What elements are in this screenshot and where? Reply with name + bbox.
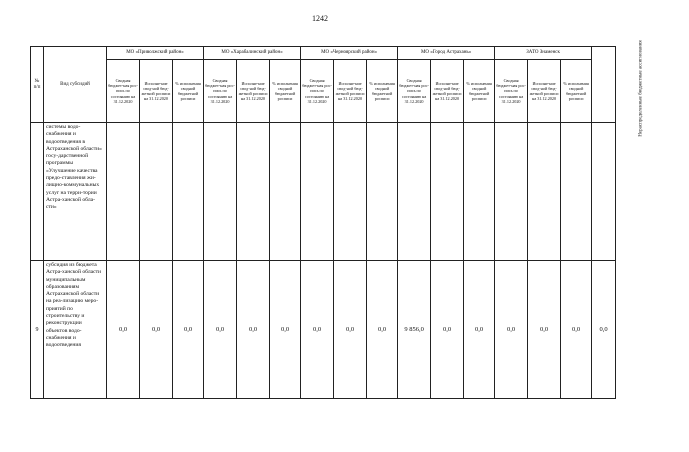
value-cell: 0,0 — [561, 261, 592, 399]
header-subsidy-type: Вид субсидий — [44, 47, 107, 123]
value-cell: 0,0 — [107, 261, 140, 399]
header-municipality: МО «Приволжский район» — [107, 47, 204, 60]
header-percent: % исполнения сводной бюджетной росписи — [561, 60, 592, 123]
header-execution: Исполне-ние свод-ной бюд-жетной росписи на 31.12.2020 — [334, 60, 367, 123]
page-number: 1242 — [312, 14, 328, 23]
value-cell: 0,0 — [173, 261, 204, 399]
header-execution: Исполне-ние свод-ной бюд-жетной росписи на 31.12.2020 — [528, 60, 561, 123]
value-cell: 0,0 — [528, 261, 561, 399]
header-budget-plan: Сводная бюджет-ная рос-пись по состоянию на 31.12.2020 — [495, 60, 528, 123]
value-cell — [301, 123, 334, 261]
header-municipality: МО «Харабалинский район» — [204, 47, 301, 60]
header-percent: % исполнения сводной бюджетной росписи — [270, 60, 301, 123]
header-municipality: МО «Черноярский район» — [301, 47, 398, 60]
value-cell: 0,0 — [367, 261, 398, 399]
header-percent: % исполнения сводной бюджетной росписи — [464, 60, 495, 123]
subsidy-description: системы водо-снабжения и водоотведения в Астраханской области» госу-дарственной программы «Улучшение качества предо-ставления жи-лищно-коммунальных услуг на терри-тории Астра-ханской обла-сти» — [44, 123, 107, 261]
header-execution: Исполне-ние свод-ной бюд-жетной росписи на 31.12.2020 — [431, 60, 464, 123]
header-execution: Исполне-ние свод-ной бюд-жетной росписи на 31.12.2020 — [237, 60, 270, 123]
value-cell — [107, 123, 140, 261]
header-municipality: МО «Город Астрахань» — [398, 47, 495, 60]
value-cell — [528, 123, 561, 261]
value-cell: 0,0 — [431, 261, 464, 399]
value-cell — [398, 123, 431, 261]
row-number: 9 — [31, 261, 44, 399]
header-municipality: ЗАТО Знаменск — [495, 47, 592, 60]
undistributed-cell — [592, 123, 616, 261]
header-budget-plan: Сводная бюджет-ная рос-пись по состоянию на 31.12.2020 — [107, 60, 140, 123]
value-cell — [237, 123, 270, 261]
value-cell — [561, 123, 592, 261]
value-cell — [367, 123, 398, 261]
undistributed-cell: 0,0 — [592, 261, 616, 399]
value-cell: 0,0 — [334, 261, 367, 399]
value-cell: 0,0 — [270, 261, 301, 399]
value-cell: 0,0 — [204, 261, 237, 399]
value-cell: 0,0 — [140, 261, 173, 399]
value-cell: 0,0 — [301, 261, 334, 399]
header-percent: % исполнения сводной бюджетной росписи — [173, 60, 204, 123]
value-cell — [270, 123, 301, 261]
table-row — [31, 123, 616, 261]
subsidy-table — [30, 39, 644, 399]
value-cell — [334, 123, 367, 261]
header-row-number: № п/п — [31, 47, 44, 123]
header-percent: % исполнения сводной бюджетной росписи — [367, 60, 398, 123]
header-undistributed: Нераспределенные бюджетные ассигнования — [592, 47, 616, 123]
value-cell: 9 856,0 — [398, 261, 431, 399]
value-cell — [173, 123, 204, 261]
header-execution: Исполне-ние свод-ной бюд-жетной росписи на 31.12.2020 — [140, 60, 173, 123]
value-cell: 0,0 — [495, 261, 528, 399]
header-budget-plan: Сводная бюджет-ная рос-пись по состоянию на 31.12.2020 — [398, 60, 431, 123]
value-cell — [464, 123, 495, 261]
row-number — [31, 123, 44, 261]
header-budget-plan: Сводная бюджет-ная рос-пись по состоянию на 31.12.2020 — [204, 60, 237, 123]
value-cell — [140, 123, 173, 261]
table-row — [31, 261, 616, 399]
value-cell — [431, 123, 464, 261]
value-cell — [204, 123, 237, 261]
subsidy-description: субсидия из бюджета Астра-ханской области муниципальным образованиям Астраханской области на реа-лизацию меро-приятий по строительству и реконструкции объектов водо-снабжения и водоотведения — [44, 261, 107, 399]
value-cell — [495, 123, 528, 261]
header-budget-plan: Сводная бюджет-ная рос-пись по состоянию на 31.12.2020 — [301, 60, 334, 123]
value-cell: 0,0 — [237, 261, 270, 399]
value-cell: 0,0 — [464, 261, 495, 399]
